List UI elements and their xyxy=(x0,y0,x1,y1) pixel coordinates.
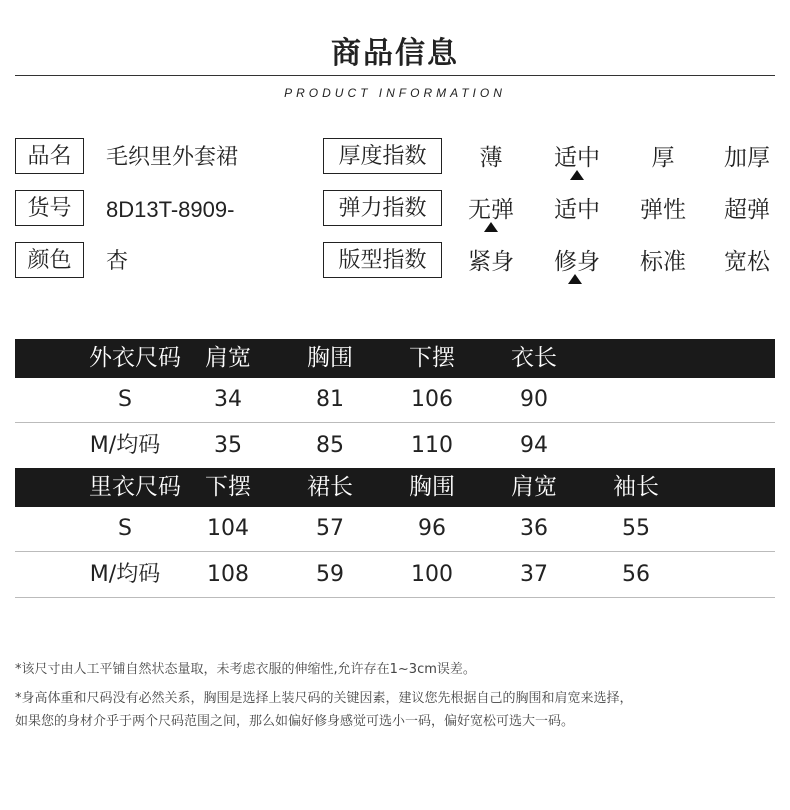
size-cell: M/均码 xyxy=(89,562,161,587)
size-cell: S xyxy=(118,516,132,541)
table-cell: 110 xyxy=(411,433,453,458)
thickness-option-medium: 适中 xyxy=(554,145,600,171)
fit-index-label: 版型指数 xyxy=(323,242,442,278)
fit-option-loose: 宽松 xyxy=(724,249,770,275)
table-cell: 35 xyxy=(214,433,242,458)
page-subtitle: PRODUCT INFORMATION xyxy=(284,86,506,100)
table-cell: 104 xyxy=(207,516,249,541)
table-cell: 94 xyxy=(520,433,548,458)
thickness-option-thin: 薄 xyxy=(479,145,503,171)
outer-header-shoulder: 肩宽 xyxy=(205,345,251,371)
page-title: 商品信息 xyxy=(331,36,459,71)
product-name-label: 品名 xyxy=(15,138,84,174)
size-cell: M/均码 xyxy=(89,433,161,458)
fit-option-tight: 紧身 xyxy=(468,249,514,275)
inner-header-skirt-length: 裙长 xyxy=(307,474,353,500)
inner-header-size: 里衣尺码 xyxy=(89,474,181,500)
size-advice-note-line2: 如果您的身材介乎于两个尺码范围之间，那么如偏好修身感觉可选小一码，偏好宽松可选大一码。 xyxy=(15,714,575,729)
outer-size-table-header xyxy=(15,339,775,378)
table-row xyxy=(15,506,775,552)
table-cell: 108 xyxy=(207,562,249,587)
table-cell: 96 xyxy=(418,516,446,541)
size-cell: S xyxy=(118,387,132,412)
elasticity-option-super: 超弹 xyxy=(724,197,770,223)
table-row xyxy=(15,423,775,468)
color-value: 杏 xyxy=(106,249,129,274)
elasticity-index-label: 弹力指数 xyxy=(323,190,442,226)
outer-header-length: 衣长 xyxy=(511,345,557,371)
table-cell: 106 xyxy=(411,387,453,412)
table-cell: 57 xyxy=(316,516,344,541)
title-divider xyxy=(15,75,775,76)
inner-header-shoulder: 肩宽 xyxy=(511,474,557,500)
table-cell: 85 xyxy=(316,433,344,458)
table-cell: 90 xyxy=(520,387,548,412)
size-advice-note-line1: *身高体重和尺码没有必然关系，胸围是选择上装尺码的关键因素，建议您先根据自己的胸围和肩宽来选择， xyxy=(15,691,633,706)
table-cell: 55 xyxy=(622,516,650,541)
fit-option-standard: 标准 xyxy=(640,249,686,275)
thickness-option-thick: 厚 xyxy=(651,145,675,171)
sku-label: 货号 xyxy=(15,190,84,226)
elasticity-selected-marker xyxy=(484,222,498,232)
inner-header-chest: 胸围 xyxy=(409,474,455,500)
table-cell: 37 xyxy=(520,562,548,587)
inner-header-sleeve: 袖长 xyxy=(613,474,659,500)
thickness-selected-marker xyxy=(570,170,584,180)
measurement-note: *该尺寸由人工平铺自然状态量取，未考虑衣服的伸缩性,允许存在1~3cm误差。 xyxy=(15,662,476,677)
fit-selected-marker xyxy=(568,274,582,284)
thickness-option-extra-thick: 加厚 xyxy=(724,145,770,171)
outer-header-hem: 下摆 xyxy=(409,345,455,371)
table-row xyxy=(15,377,775,423)
table-cell: 100 xyxy=(411,562,453,587)
table-cell: 34 xyxy=(214,387,242,412)
inner-header-hem: 下摆 xyxy=(205,474,251,500)
fit-option-slim: 修身 xyxy=(554,249,600,275)
outer-header-chest: 胸围 xyxy=(307,345,353,371)
color-label: 颜色 xyxy=(15,242,84,278)
table-cell: 36 xyxy=(520,516,548,541)
table-cell: 56 xyxy=(622,562,650,587)
elasticity-option-none: 无弹 xyxy=(468,197,514,223)
table-cell: 81 xyxy=(316,387,344,412)
table-row xyxy=(15,552,775,598)
table-cell: 59 xyxy=(316,562,344,587)
product-name-value: 毛织里外套裙 xyxy=(106,145,239,170)
elasticity-option-medium: 适中 xyxy=(554,197,600,223)
outer-header-size: 外衣尺码 xyxy=(89,345,181,371)
thickness-index-label: 厚度指数 xyxy=(323,138,442,174)
inner-size-table-header xyxy=(15,468,775,507)
elasticity-option-elastic: 弹性 xyxy=(640,197,686,223)
sku-value: 8D13T-8909- xyxy=(106,197,235,222)
